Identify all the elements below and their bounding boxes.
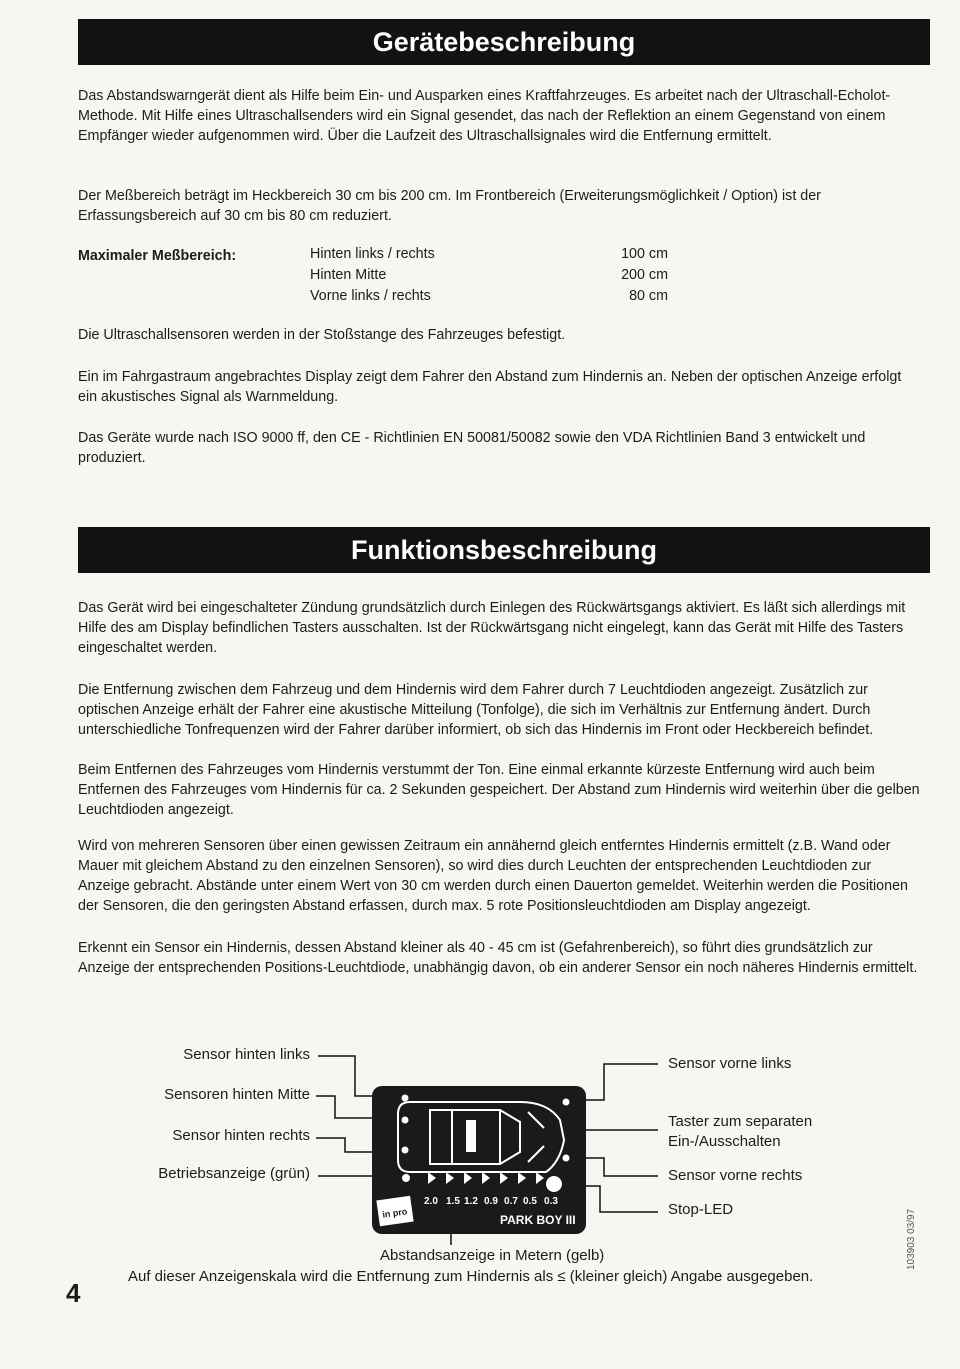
logo-text: in pro bbox=[381, 1206, 408, 1220]
label-sensor-hinten-rechts: Sensor hinten rechts bbox=[172, 1127, 310, 1144]
range-row bbox=[310, 286, 668, 307]
paragraph-display: Ein im Fahrgastraum angebrachtes Display zeigt dem Fahrer den Abstand zum Hindernis an. Neben der optischen Anzeige erfolgt ein akustisches Signal als Warnmeldung. bbox=[78, 369, 902, 405]
scale-caption: Auf dieser Anzeigenskala wird die Entfernung zum Hindernis als ≤ (kleiner gleich) Angabe ausgegeben. bbox=[128, 1268, 814, 1285]
scale-label: 0.3 bbox=[544, 1196, 558, 1207]
print-code: 103903 03/97 bbox=[906, 1208, 917, 1270]
page-number: 4 bbox=[66, 1278, 81, 1308]
range-row-name: Hinten Mitte bbox=[310, 267, 387, 283]
scale-label: 0.5 bbox=[523, 1196, 537, 1207]
range-row-name: Vorne links / rechts bbox=[310, 288, 431, 304]
paragraph-activation: Das Gerät wird bei eingeschalteter Zündung grundsätzlich durch Einlegen des Rückwärtsgangs aktiviert. Es läßt sich allerdings mit Hilfe des am Display befindlichen Tasters ausschalten. Ist der Rückwärtsgang nicht eingelegt, kann das Gerät mit Hilfe des Tasters eingeschaltet werden. bbox=[78, 600, 906, 656]
label-sensor-hinten-links: Sensor hinten links bbox=[183, 1046, 310, 1063]
paragraph-measuring-range: Der Meßbereich beträgt im Heckbereich 30 cm bis 200 cm. Im Frontbereich (Erweiterungsmöglichkeit / Option) ist der Erfassungsbereich auf 30 cm bis 80 cm reduziert. bbox=[78, 188, 821, 224]
label-sensoren-hinten-mitte: Sensoren hinten Mitte bbox=[164, 1086, 310, 1103]
scale-label: 1.5 bbox=[446, 1196, 460, 1207]
paragraph-standards: Das Geräte wurde nach ISO 9000 ff, den CE - Richtlinien EN 50081/50082 sowie den VDA Richtlinien Band 3 entwickelt und produziert. bbox=[78, 430, 866, 466]
paragraph-multi-sensor: Wird von mehreren Sensoren über einen gewissen Zeitraum ein annähernd gleich entferntes Hindernis ermittelt (z.B. Wand oder Mauer mit gleichem Abstand zu den einzelnen Sensoren), so wird dies durch Leuchten der entsprechenden Leuchtdioden zur Anzeige gebracht. Abstände unter einem Wert von 30 cm werden durch einen Dauerton gemeldet. Weiterhin werden die Positionen der Sensoren, die den geringsten Abstand erfassen, durch max. 5 rote Positionsleuchtdioden am Display angezeigt. bbox=[78, 838, 908, 914]
paragraph-memory: Beim Entfernen des Fahrzeuges vom Hindernis verstummt der Ton. Eine einmal erkannte kürzeste Entfernung wird auch beim Entfernen des Fahrzeuges vom Hindernis für ca. 2 Sekunden gespeichert. Der Abstand zum Hindernis wird weiterhin über die gelben Leuchtdioden angezeigt. bbox=[78, 762, 920, 818]
toggle-button-icon bbox=[466, 1120, 476, 1152]
range-row-value: 200 cm bbox=[621, 267, 668, 283]
range-table bbox=[310, 244, 668, 307]
label-stop-led: Stop-LED bbox=[668, 1201, 734, 1218]
paragraph-sensors: Die Ultraschallsensoren werden in der Stoßstange des Fahrzeuges befestigt. bbox=[78, 327, 566, 343]
range-label: Maximaler Meßbereich: bbox=[78, 248, 237, 264]
range-row bbox=[310, 265, 668, 286]
paragraph-intro: Das Abstandswarngerät dient als Hilfe beim Ein- und Ausparken eines Kraftfahrzeuges. Es arbeitet nach der Ultraschall-Echolot-Methode. Mit Hilfe eines Ultraschallsenders wird ein Signal gesendet, das nach der Reflektion an einem Gegenstand von einem Empfänger wieder aufgenommen wird. Über die Laufzeit des Ultraschallsignales wird die Entfernung ermittelt. bbox=[78, 88, 891, 144]
paragraph-danger-zone: Erkennt ein Sensor ein Hindernis, dessen Abstand kleiner als 40 - 45 cm ist (Gefahrenbereich), so führt dies grundsätzlich zur Anzeige der entsprechenden Positions-Leuchtdiode, unabhängig davon, ob ein anderer Sensor ein noch näheres Hindernis ermittelt. bbox=[78, 940, 918, 976]
range-row bbox=[310, 244, 668, 265]
scale-label: 2.0 bbox=[424, 1196, 438, 1207]
label-abstandsanzeige: Abstandsanzeige in Metern (gelb) bbox=[380, 1247, 605, 1264]
section-title-geraetebeschreibung: Gerätebeschreibung bbox=[78, 19, 930, 65]
label-sensor-vorne-links: Sensor vorne links bbox=[668, 1055, 792, 1072]
paragraph-leds: Die Entfernung zwischen dem Fahrzeug und dem Hindernis wird dem Fahrer durch 7 Leuchtdioden angezeigt. Zusätzlich zur optischen Anzeige erhält der Fahrer eine akustische Mitteilung (Tonfolge), die sich im Verhältnis zur Entfernung ändert. Durch unterschiedliche Tonfrequenzen wird der Fahrer darüber informiert, ob sich das Hindernis im Front oder Heckbereich befindet. bbox=[78, 682, 874, 738]
operation-led-icon bbox=[402, 1174, 410, 1182]
range-row-name: Hinten links / rechts bbox=[310, 246, 435, 262]
stop-led-icon bbox=[546, 1176, 562, 1192]
range-row-value: 100 cm bbox=[621, 246, 668, 262]
scale-label: 1.2 bbox=[464, 1196, 478, 1207]
label-betriebsanzeige: Betriebsanzeige (grün) bbox=[158, 1165, 310, 1182]
label-sensor-vorne-rechts: Sensor vorne rechts bbox=[668, 1167, 803, 1184]
scale-label: 0.9 bbox=[484, 1196, 498, 1207]
range-row-value: 80 cm bbox=[629, 288, 668, 304]
scale-label: 0.7 bbox=[504, 1196, 518, 1207]
product-name: PARK BOY III bbox=[500, 1213, 576, 1227]
section-title-funktionsbeschreibung: Funktionsbeschreibung bbox=[78, 527, 930, 573]
label-taster: Taster zum separaten Ein-/Ausschalten bbox=[668, 1113, 813, 1150]
